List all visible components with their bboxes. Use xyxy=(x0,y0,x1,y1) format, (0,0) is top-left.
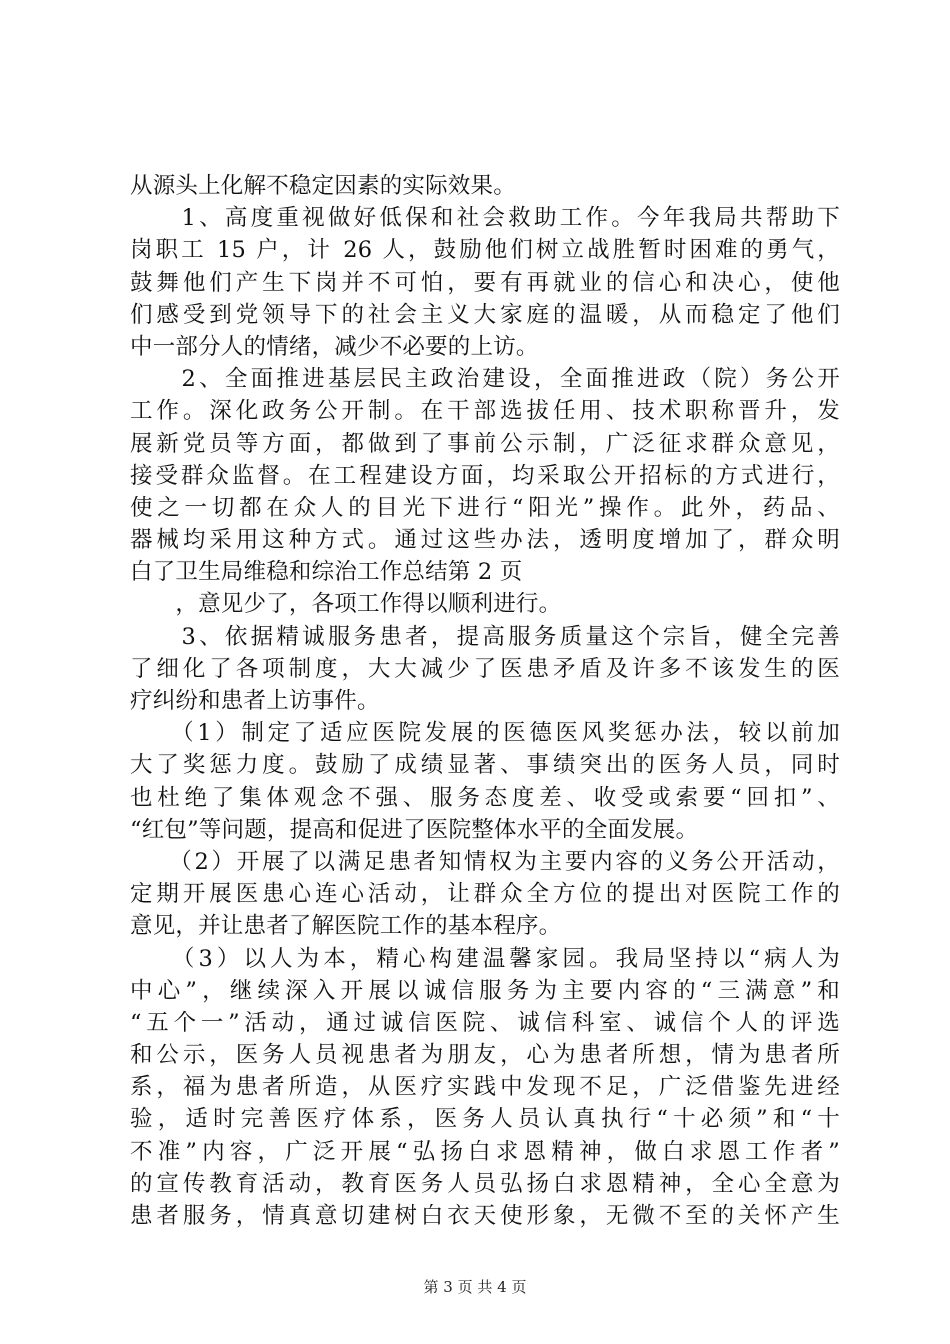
text-line: （1）制定了适应医院发展的医德医风奖惩办法，较以前加 xyxy=(130,720,840,747)
page-footer: 第 3 页 共 4 页 xyxy=(423,1278,527,1296)
text-line: 1、高度重视做好低保和社会救助工作。今年我局共帮助下 xyxy=(130,205,840,232)
text-line: 工作。深化政务公开制。在干部选拔任用、技术职称晋升，发 xyxy=(130,398,840,425)
text-line: 从源头上化解不稳定因素的实际效果。 xyxy=(130,173,516,199)
text-line: “五个一”活动，通过诚信医院、诚信科室、诚信个人的评选 xyxy=(130,1009,840,1036)
text-line: 和公示，医务人员视患者为朋友，心为患者所想，情为患者所 xyxy=(130,1042,840,1069)
text-line: 白了卫生局维稳和综治工作总结第 2 页 xyxy=(130,559,523,586)
text-line: （2）开展了以满足患者知情权为主要内容的义务公开活动， xyxy=(130,848,840,875)
text-line: 患者服务，情真意切建树白衣天使形象，无微不至的关怀产生 xyxy=(130,1203,840,1229)
text-line: 系，福为患者所造，从医疗实践中发现不足，广泛借鉴先进经 xyxy=(130,1074,840,1101)
body-text xyxy=(130,170,840,1232)
text-line: “红包”等问题，提高和促进了医院整体水平的全面发展。 xyxy=(130,816,699,843)
text-line: 疗纠纷和患者上访事件。 xyxy=(130,688,380,714)
text-line: 的宣传教育活动，教育医务人员弘扬白求恩精神，全心全意为 xyxy=(130,1170,840,1197)
text-line: 了细化了各项制度，大大减少了医患矛盾及许多不该发生的医 xyxy=(130,655,840,682)
text-line: 不准”内容，广泛开展“弘扬白求恩精神，做白求恩工作者” xyxy=(130,1138,840,1165)
text-line: 展新党员等方面，都做到了事前公示制，广泛征求群众意见， xyxy=(130,430,840,457)
text-line: （3）以人为本，精心构建温馨家园。我局坚持以“病人为 xyxy=(130,945,840,972)
text-line: 大了奖惩力度。鼓励了成绩显著、事绩突出的医务人员，同时 xyxy=(130,752,840,779)
text-line: ，意见少了，各项工作得以顺利进行。 xyxy=(130,591,562,618)
text-line: 中心”，继续深入开展以诚信服务为主要内容的“三满意”和 xyxy=(130,977,840,1004)
text-line: 使之一切都在众人的目光下进行“阳光”操作。此外，药品、 xyxy=(130,494,840,521)
text-line: 中一部分人的情绪，减少不必要的上访。 xyxy=(130,333,539,360)
text-line: 接受群众监督。在工程建设方面，均采取公开招标的方式进行， xyxy=(130,462,840,489)
text-line: 意见，并让患者了解医院工作的基本程序。 xyxy=(130,913,562,940)
text-line: 2、全面推进基层民主政治建设，全面推进政（院）务公开 xyxy=(130,366,840,393)
text-line: 也杜绝了集体观念不强、服务态度差、收受或索要“回扣”、 xyxy=(130,784,840,811)
text-line: 器械均采用这种方式。通过这些办法，透明度增加了，群众明 xyxy=(130,527,840,554)
text-line: 定期开展医患心连心活动，让群众全方位的提出对医院工作的 xyxy=(130,881,840,908)
text-line: 岗职工 15 户，计 26 人，鼓励他们树立战胜暂时困难的勇气， xyxy=(130,237,840,264)
text-line: 3、依据精诚服务患者，提高服务质量这个宗旨，健全完善 xyxy=(130,623,840,650)
text-line: 鼓舞他们产生下岗并不可怕，要有再就业的信心和决心，使他 xyxy=(130,269,840,296)
text-line: 们感受到党领导下的社会主义大家庭的温暖，从而稳定了他们 xyxy=(130,301,840,328)
text-line: 验，适时完善医疗体系，医务人员认真执行“十必须”和“十 xyxy=(130,1106,840,1133)
